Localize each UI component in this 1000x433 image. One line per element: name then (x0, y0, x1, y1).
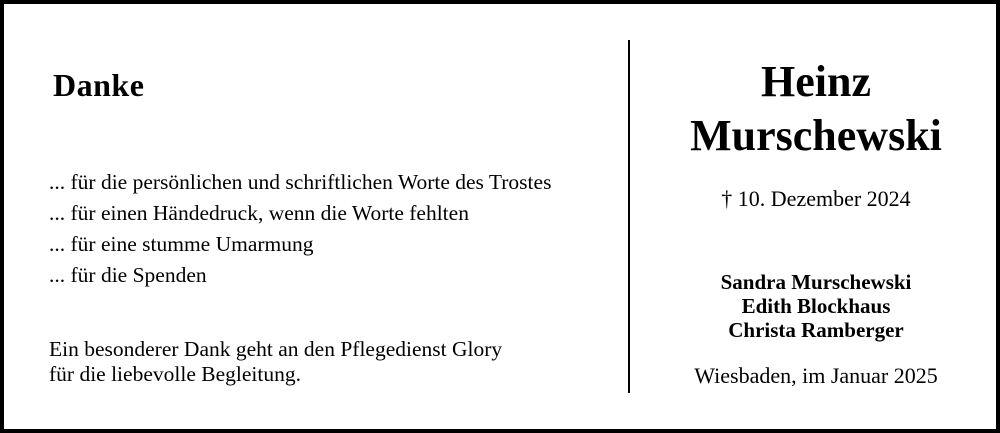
death-date: † 10. Dezember 2024 (721, 186, 911, 211)
thanks-line: ... für die Spenden (49, 263, 207, 287)
thanks-line: ... für eine stumme Umarmung (49, 232, 314, 256)
special-thanks-line: Ein besonderer Dank geht an den Pflegedienst Glory (49, 337, 503, 361)
deceased-column (640, 4, 992, 429)
place-and-date: Wiesbaden, im Januar 2025 (694, 363, 938, 388)
thanks-line: ... für einen Händedruck, wenn die Worte fehlten (49, 201, 469, 225)
deceased-last-name: Murschewski (690, 111, 942, 160)
mourner-name: Edith Blockhaus (741, 294, 891, 318)
thanks-line: ... für die persönlichen und schriftlichen Worte des Trostes (49, 170, 552, 194)
mourner-name: Sandra Murschewski (720, 270, 912, 294)
deceased-first-name: Heinz (761, 57, 871, 106)
thanks-list (49, 167, 551, 291)
special-thanks-paragraph (49, 337, 502, 387)
deceased-name (640, 55, 992, 163)
column-divider (628, 40, 630, 393)
mourner-name: Christa Ramberger (728, 318, 904, 342)
special-thanks-line: für die liebevolle Begleitung. (49, 362, 301, 386)
thanks-title: Danke (53, 67, 145, 103)
mourners-list (640, 270, 992, 342)
